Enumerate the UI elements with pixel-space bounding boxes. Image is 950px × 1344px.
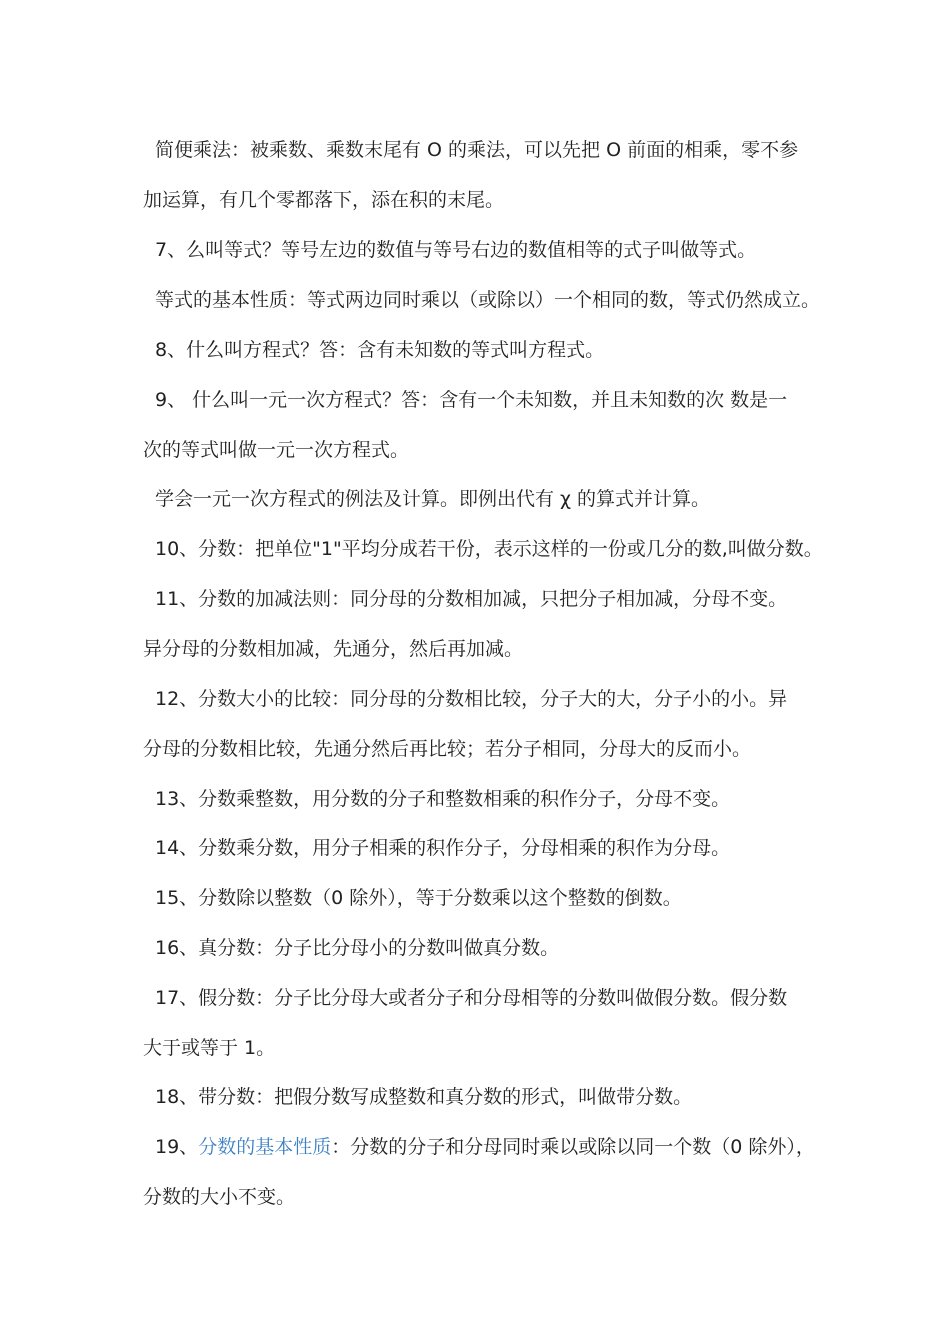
paragraph-line: 17、假分数：分子比分母大或者分子和分母相等的分数叫做假分数。假分数 <box>155 987 788 1009</box>
paragraph-line: 15、分数除以整数（0 除外），等于分数乘以这个整数的倒数。 <box>155 887 682 909</box>
paragraph-line: 简便乘法：被乘数、乘数末尾有 O 的乘法，可以先把 O 前面的相乘，零不参 <box>155 139 799 161</box>
paragraph-line: 分母的分数相比较，先通分然后再比较；若分子相同，分母大的反而小。 <box>143 738 752 760</box>
paragraph-line: 8、什么叫方程式？答：含有未知数的等式叫方程式。 <box>155 339 605 361</box>
paragraph-line: 13、分数乘整数，用分数的分子和整数相乘的积作分子，分母不变。 <box>155 788 731 810</box>
paragraph-line: 7、么叫等式？等号左边的数值与等号右边的数值相等的式子叫做等式。 <box>155 239 757 261</box>
paragraph-line: 11、分数的加减法则：同分母的分数相加减，只把分子相加减，分母不变。 <box>155 588 788 610</box>
item-number: 19、 <box>155 1136 199 1158</box>
paragraph-line: 12、分数大小的比较：同分母的分数相比较，分子大的大，分子小的小。异 <box>155 688 788 710</box>
paragraph-line: 14、分数乘分数，用分子相乘的积作分子，分母相乘的积作为分母。 <box>155 837 731 859</box>
paragraph-line: 16、真分数：分子比分母小的分数叫做真分数。 <box>155 937 560 959</box>
paragraph-line: 9、 什么叫一元一次方程式？答：含有一个未知数，并且未知数的次 数是一 <box>155 389 788 411</box>
paragraph-line: 等式的基本性质：等式两边同时乘以（或除以）一个相同的数，等式仍然成立。 <box>155 289 821 311</box>
fraction-property-link[interactable]: 分数的基本性质 <box>198 1136 332 1158</box>
paragraph-line: 18、带分数：把假分数写成整数和真分数的形式，叫做带分数。 <box>155 1086 693 1108</box>
paragraph-line: 次的等式叫做一元一次方程式。 <box>143 439 410 461</box>
paragraph-line: 加运算，有几个零都落下，添在积的末尾。 <box>143 189 505 211</box>
paragraph-line: 分数的大小不变。 <box>143 1186 296 1208</box>
paragraph-line: 大于或等于 1。 <box>143 1037 276 1059</box>
paragraph-line: 学会一元一次方程式的例法及计算。即例出代有 χ 的算式并计算。 <box>155 488 711 510</box>
paragraph-line: 10、分数：把单位"1"平均分成若干份，表示这样的一份或几分的数,叫做分数。 <box>155 538 823 560</box>
paragraph-line: 异分母的分数相加减，先通分，然后再加减。 <box>143 638 524 660</box>
paragraph-line <box>155 1134 815 1160</box>
item-text: ：分数的分子和分母同时乘以或除以同一个数（0 除外）， <box>331 1136 815 1158</box>
